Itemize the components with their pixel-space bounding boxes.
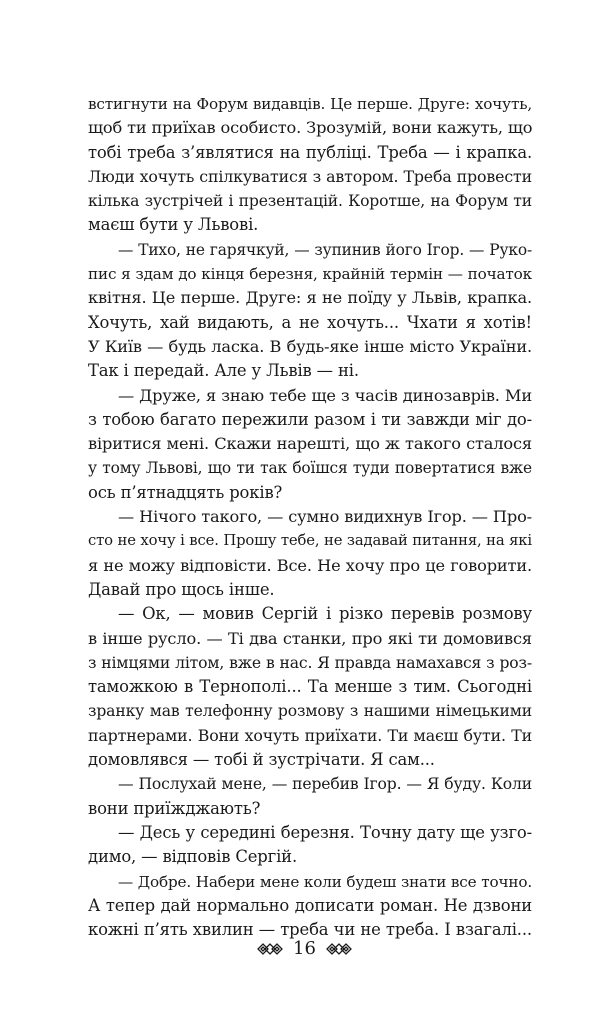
text-line: домовлявся — тобі й зустрічати. Я сам...: [88, 750, 435, 770]
text-line: — Тихо, не гарячкуй, — зупинив його Ігор. — Руко-: [118, 240, 532, 259]
text-line: вони приїжджають?: [88, 798, 261, 818]
text-line: з німцями літом, вже в нас. Я правда намахався з роз-: [88, 653, 532, 672]
text-line: у тому Львові, що ти так боїшся туди повертатися вже: [88, 459, 532, 478]
text-line: кілька зустрічей і презентацій. Коротше, на Форум ти: [88, 192, 532, 211]
text-line: щоб ти приїхав особисто. Зрозумій, вони кажуть, що: [88, 118, 533, 138]
text-line: — Добре. Набери мене коли будеш знати все точно.: [118, 872, 532, 891]
page-footer: [0, 935, 609, 963]
right-ornament-icon: [326, 942, 352, 956]
text-line: в інше русло. — Ті два станки, про які ти домовився: [88, 628, 532, 648]
text-line: — Десь у середині березня. Точну дату ще узго-: [118, 822, 532, 842]
text-line: Давай про щось інше.: [88, 579, 275, 599]
text-line: встигнути на Форум видавців. Це перше. Друге: хочуть,: [88, 95, 532, 113]
text-line: з тобою багато пережили разом і ти завжди міг до-: [88, 409, 532, 429]
text-line: Хочуть, хай видають, а не хочуть... Чхати я хотів!: [88, 312, 532, 332]
text-line: ось п’ятнадцять років?: [88, 482, 283, 502]
text-line: Люди хочуть спілкуватися з автором. Треба провести: [88, 166, 532, 186]
text-line: тобі треба з’являтися на публіці. Треба — і крапка.: [88, 142, 532, 162]
text-line: — Друже, я знаю тебе ще з часів динозаврів. Ми: [118, 385, 532, 405]
text-line: зранку мав телефонну розмову з нашими німецькими: [88, 702, 532, 721]
text-line: партнерами. Вони хочуть приїхати. Ти маєш бути. Ти: [88, 725, 532, 745]
left-ornament-icon: [257, 942, 283, 956]
text-line: таможкою в Тернополі... Та менше з тим. Сьогодні: [88, 677, 532, 697]
page-number: 16: [293, 938, 316, 959]
text-line: А тепер дай нормально дописати роман. Не дзвони: [88, 895, 532, 915]
text-line: пис я здам до кінця березня, крайній термін — початок: [88, 265, 532, 284]
text-line: — Послухай мене, — перебив Ігор. — Я буду. Коли: [118, 775, 532, 794]
text-line: сто не хочу і все. Прошу тебе, не задавай питання, на які: [88, 532, 532, 550]
text-line: квітня. Це перше. Друге: я не поїду у Львів, крапка.: [88, 288, 532, 308]
text-line: я не можу відповісти. Все. Не хочу про це говорити.: [88, 555, 532, 575]
text-line: — Нічого такого, — сумно видихнув Ігор. — Про-: [118, 507, 532, 527]
page-body: [88, 92, 532, 942]
text-line: У Київ — будь ласка. В будь-яке інше місто України.: [88, 336, 532, 356]
text-line: — Ок, — мовив Сергій і різко перевів розмову: [118, 604, 532, 624]
text-line: віритися мені. Скажи нарешті, що ж такого сталося: [88, 434, 532, 454]
text-line: Так і передай. Але у Львів — ні.: [88, 361, 359, 381]
text-line: димо, — відповів Сергій.: [88, 847, 298, 867]
text-line: маєш бути у Львові.: [88, 215, 259, 235]
text-line: кожні п’ять хвилин — треба чи не треба. І взагалі...: [88, 920, 532, 940]
